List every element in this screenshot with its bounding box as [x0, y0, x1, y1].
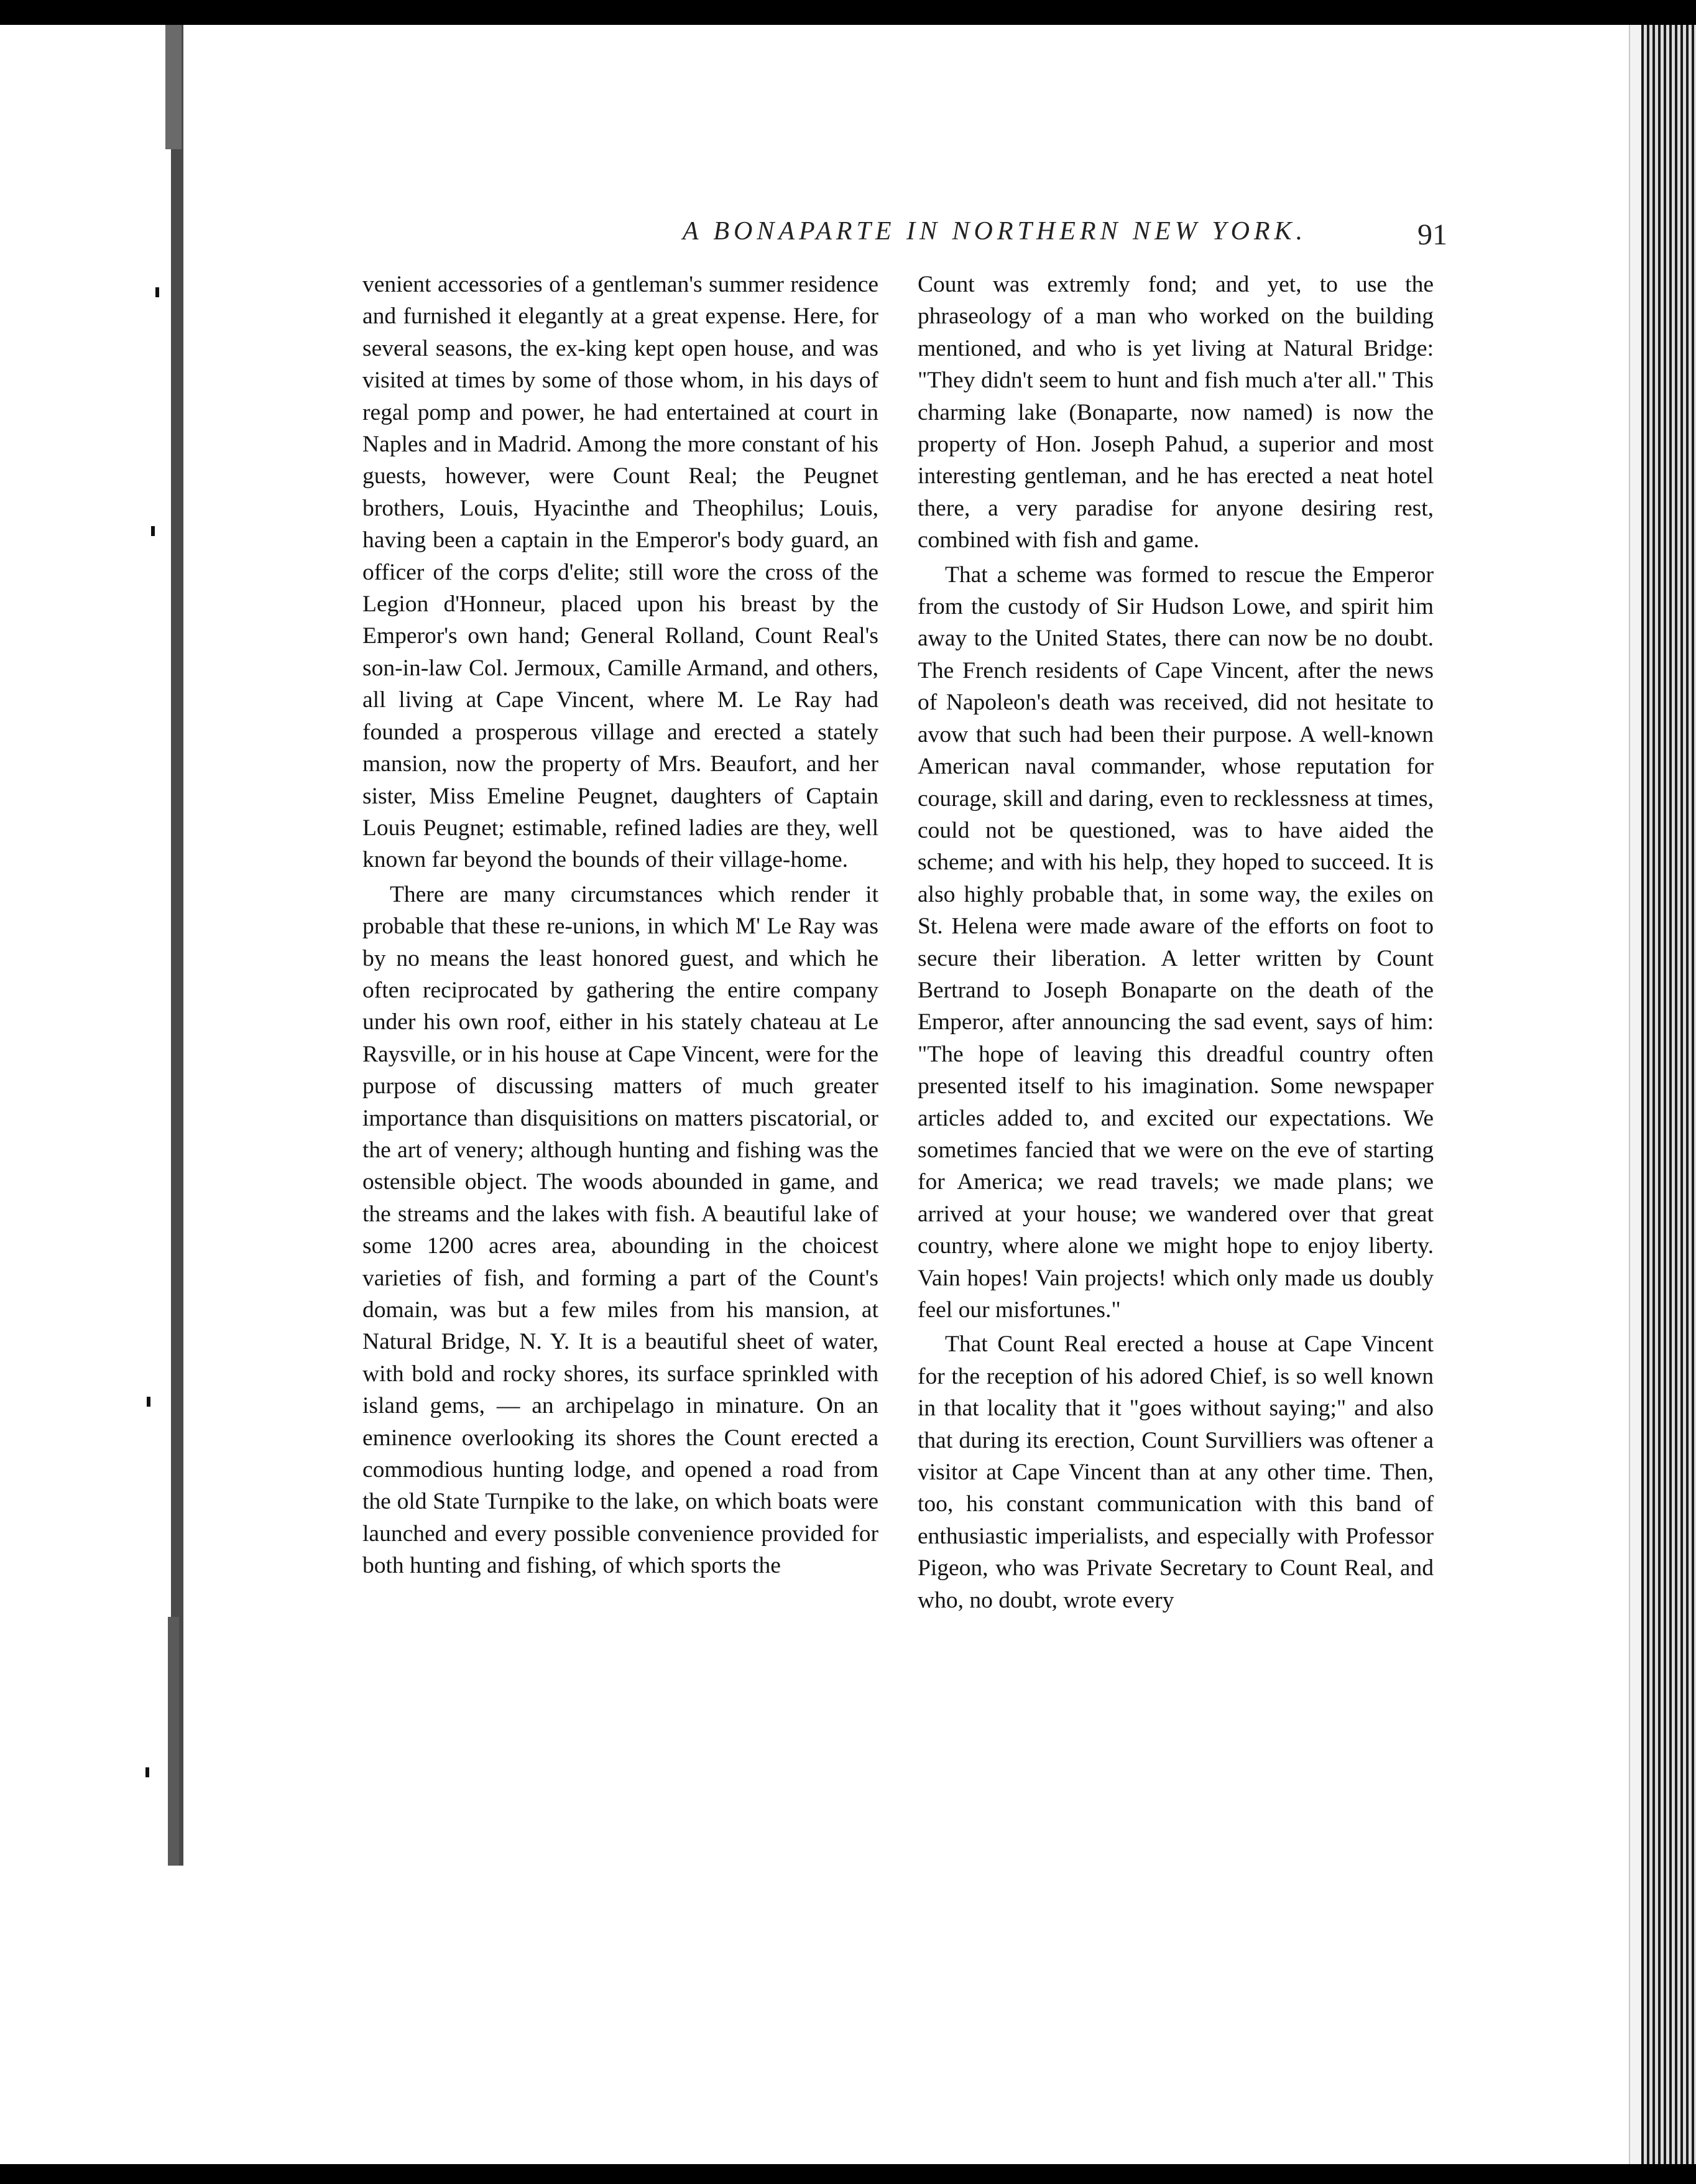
margin-mark [145, 1767, 149, 1777]
left-column [362, 269, 878, 1582]
binding-edge-left [171, 25, 183, 1866]
paragraph: Count was extremly fond; and yet, to use the phraseology of a man who worked on the building mentioned, and who is yet living at Natural Bridge: "They didn't seem to hunt and fish much a'ter all." This charming lake (Bonaparte, now named) is now the property of Hon. Joseph Pahud, a superior and most interesting gentleman, and he has erected a neat hotel there, a very paradise for anyone desiring rest, combined with fish and game. [918, 272, 1434, 553]
paragraph: venient accessories of a gentleman's summer residence and furnished it elegantly at a great expense. Here, for several seasons, the ex-king kept open house, and was visited at times by some of those whom, in his days of regal pomp and power, he had entertained at court in Naples and in Madrid. Among the more constant of his guests, however, were Count Real; the Peugnet brothers, Louis, Hyacinthe and Theophilus; Louis, having been a captain in the Emperor's body guard, an officer of the corps d'elite; still wore the cross of the Legion d'Honneur, placed upon his breast by the Emperor's own hand; General Rolland, Count Real's son-in-law Col. Jermoux, Camille Armand, and others, all living at Cape Vincent, where M. Le Ray had founded a prosperous village and erected a stately mansion, now the property of Mrs. Beaufort, and her sister, Miss Emeline Peugnet, daughters of Captain Louis Peugnet; estimable, refined ladies are they, well known far beyond the bounds of their village-home. [362, 272, 878, 873]
paragraph: That a scheme was formed to rescue the Emperor from the custody of Sir Hudson Lowe, and spirit him away to the United States, there can now be no doubt. The French residents of Cape Vincent, after the news of Napoleon's death was received, did not hesitate to avow that such had been their purpose. A well-known American naval commander, whose reputation for courage, skill and daring, even to recklessness at times, could not be questioned, was to have aided the scheme; and with his help, they hoped to succeed. It is also highly probable that, in some way, the exiles on St. Helena were made aware of the efforts on foot to secure their liberation. A letter written by Count Bertrand to Joseph Bonaparte on the death of the Emperor, after announcing the sad event, says of him: "The hope of leaving this dreadful country often presented itself to his imagination. Some newspaper articles added to, and excited our expectations. We sometimes fancied that we were on the eve of starting for America; we read travels; we made plans; we arrived at your house; we wandered over that great country, where alone we might hope to enjoy liberty. Vain hopes! Vain projects! which only made us doubly feel our misfortunes." [918, 562, 1434, 1323]
page-number: 91 [1417, 218, 1447, 251]
right-column [918, 269, 1434, 1616]
margin-mark [147, 1397, 150, 1407]
binding-edge-left-top [165, 25, 182, 149]
binding-edge-left-bottom [168, 1617, 179, 1866]
running-title: A BONAPARTE IN NORTHERN NEW YORK. [682, 217, 1307, 246]
margin-mark [155, 287, 159, 297]
paragraph: That Count Real erected a house at Cape Vincent for the reception of his adored Chief, is so well known in that locality that it "goes without saying;" and also that during its erection, Count Survilliers was oftener a visitor at Cape Vincent than at any other time. Then, too, his constant communication with this band of enthusiastic imperialists, and especially with Professor Pigeon, who was Private Secretary to Count Real, and who, no doubt, wrote every [918, 1331, 1434, 1613]
margin-mark [151, 526, 155, 536]
page-edge-stack [1641, 25, 1696, 2184]
paragraph: There are many circumstances which render it probable that these re-unions, in which M' Le Ray was by no means the least honored guest, and which he often reciprocated by gathering the entire company under his own roof, either in his stately chateau at Le Raysville, or in his house at Cape Vincent, were for the purpose of discussing matters of much greater importance than disquisitions on matters piscatorial, or the art of venery; although hunting and fishing was the ostensible object. The woods abounded in game, and the streams and the lakes with fish. A beautiful lake of some 1200 acres area, abounding in the choicest varieties of fish, and forming a part of the Count's domain, was but a few miles from his mansion, at Natural Bridge, N. Y. It is a beautiful sheet of water, with bold and rocky shores, its surface sprinkled with island gems, — an archipelago in minature. On an eminence overlooking its shores the Count erected a commodious hunting lodge, and opened a road from the old State Turnpike to the lake, on which boats were launched and every possible convenience provided for both hunting and fishing, of which sports the [362, 881, 878, 1579]
scan-bottom-shadow [0, 2164, 1696, 2184]
